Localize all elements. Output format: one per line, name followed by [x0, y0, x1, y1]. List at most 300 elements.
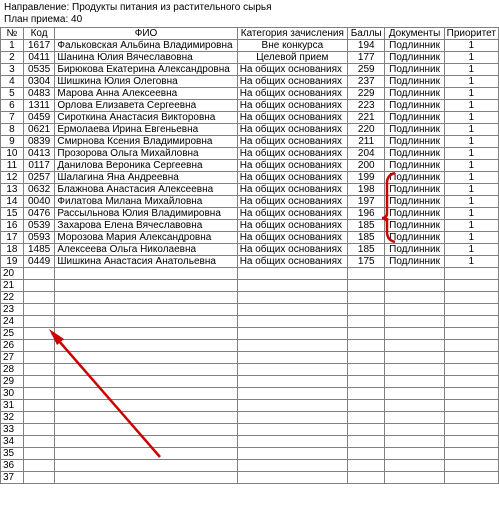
cell-code[interactable] — [23, 472, 55, 484]
cell-code[interactable] — [23, 460, 55, 472]
cell-name[interactable] — [55, 388, 237, 400]
header-code[interactable]: Код — [23, 28, 55, 40]
cell-code[interactable] — [23, 364, 55, 376]
cell-code[interactable]: 0040 — [23, 196, 55, 208]
empty-row — [1, 448, 499, 460]
empty-row — [1, 304, 499, 316]
cell-score[interactable]: 200 — [347, 160, 385, 172]
cell-name[interactable] — [55, 352, 237, 364]
cell-code[interactable] — [23, 412, 55, 424]
cell-name[interactable]: Данилова Вероника Сергеевна — [55, 160, 237, 172]
cell-priority[interactable]: 1 — [444, 88, 498, 100]
cell-name[interactable]: Смирнова Ксения Владимировна — [55, 136, 237, 148]
cell-name[interactable]: Прозорова Ольга Михайловна — [55, 148, 237, 160]
cell-score[interactable]: 220 — [347, 124, 385, 136]
table-row — [1, 184, 499, 196]
cell-documents[interactable] — [385, 460, 444, 472]
cell-num[interactable]: 20 — [1, 268, 24, 280]
cell-priority[interactable] — [444, 460, 498, 472]
cell-priority[interactable]: 1 — [444, 64, 498, 76]
cell-score[interactable] — [347, 424, 385, 436]
cell-score[interactable] — [347, 460, 385, 472]
cell-category[interactable] — [237, 340, 347, 352]
cell-code[interactable]: 1617 — [23, 40, 55, 52]
cell-category[interactable]: На общих основаниях — [237, 232, 347, 244]
cell-num[interactable]: 19 — [1, 256, 24, 268]
cell-code[interactable] — [23, 436, 55, 448]
cell-name[interactable] — [55, 376, 237, 388]
cell-category[interactable]: На общих основаниях — [237, 196, 347, 208]
cell-code[interactable]: 0632 — [23, 184, 55, 196]
table-row — [1, 40, 499, 52]
cell-name[interactable] — [55, 316, 237, 328]
cell-name[interactable] — [55, 460, 237, 472]
cell-documents[interactable] — [385, 388, 444, 400]
cell-name[interactable]: Шишкина Юлия Олеговна — [55, 76, 237, 88]
cell-num[interactable]: 5 — [1, 88, 24, 100]
cell-priority[interactable] — [444, 280, 498, 292]
cell-code[interactable]: 0539 — [23, 220, 55, 232]
cell-priority[interactable] — [444, 316, 498, 328]
cell-score[interactable]: 177 — [347, 52, 385, 64]
cell-category[interactable] — [237, 316, 347, 328]
cell-category[interactable] — [237, 436, 347, 448]
cell-score[interactable]: 204 — [347, 148, 385, 160]
cell-code[interactable]: 0411 — [23, 52, 55, 64]
cell-priority[interactable] — [444, 340, 498, 352]
cell-documents[interactable]: Подлинник — [385, 148, 444, 160]
cell-documents[interactable]: Подлинник — [385, 64, 444, 76]
cell-priority[interactable]: 1 — [444, 172, 498, 184]
cell-documents[interactable] — [385, 316, 444, 328]
cell-num[interactable]: 12 — [1, 172, 24, 184]
cell-name[interactable]: Шишкина Анастасия Анатольевна — [55, 256, 237, 268]
cell-num[interactable]: 24 — [1, 316, 24, 328]
table-row — [1, 52, 499, 64]
table-row — [1, 112, 499, 124]
cell-name[interactable]: Филатова Милана Михайловна — [55, 196, 237, 208]
cell-priority[interactable] — [444, 292, 498, 304]
empty-row — [1, 424, 499, 436]
cell-name[interactable]: Бирюкова Екатерина Александровна — [55, 64, 237, 76]
empty-row — [1, 412, 499, 424]
cell-num[interactable]: 10 — [1, 148, 24, 160]
cell-priority[interactable]: 1 — [444, 232, 498, 244]
cell-documents[interactable] — [385, 364, 444, 376]
cell-priority[interactable] — [444, 304, 498, 316]
cell-category[interactable] — [237, 268, 347, 280]
cell-score[interactable] — [347, 472, 385, 484]
cell-code[interactable] — [23, 304, 55, 316]
table-row — [1, 232, 499, 244]
empty-row — [1, 328, 499, 340]
cell-score[interactable] — [347, 340, 385, 352]
cell-score[interactable] — [347, 316, 385, 328]
cell-num[interactable]: 16 — [1, 220, 24, 232]
cell-num[interactable]: 17 — [1, 232, 24, 244]
cell-code[interactable] — [23, 316, 55, 328]
table-row — [1, 136, 499, 148]
empty-row — [1, 340, 499, 352]
cell-score[interactable] — [347, 400, 385, 412]
cell-category[interactable] — [237, 280, 347, 292]
cell-category[interactable]: На общих основаниях — [237, 172, 347, 184]
cell-documents[interactable] — [385, 328, 444, 340]
plan-text: План приема: 40 — [4, 14, 83, 25]
cell-num[interactable]: 32 — [1, 412, 24, 424]
cell-code[interactable]: 0839 — [23, 136, 55, 148]
empty-row — [1, 364, 499, 376]
cell-name[interactable] — [55, 412, 237, 424]
empty-row — [1, 376, 499, 388]
header-num[interactable]: № — [1, 28, 24, 40]
cell-name[interactable] — [55, 364, 237, 376]
cell-category[interactable] — [237, 376, 347, 388]
cell-name[interactable] — [55, 292, 237, 304]
cell-name[interactable]: Блажнова Анастасия Алексеевна — [55, 184, 237, 196]
cell-score[interactable]: 198 — [347, 184, 385, 196]
cell-documents[interactable]: Подлинник — [385, 88, 444, 100]
cell-name[interactable]: Морозова Мария Александровна — [55, 232, 237, 244]
cell-category[interactable]: На общих основаниях — [237, 256, 347, 268]
cell-num[interactable]: 3 — [1, 64, 24, 76]
cell-num[interactable]: 25 — [1, 328, 24, 340]
cell-category[interactable]: На общих основаниях — [237, 148, 347, 160]
cell-num[interactable]: 23 — [1, 304, 24, 316]
cell-category[interactable]: На общих основаниях — [237, 136, 347, 148]
cell-priority[interactable]: 1 — [444, 184, 498, 196]
cell-priority[interactable]: 1 — [444, 148, 498, 160]
cell-score[interactable]: 175 — [347, 256, 385, 268]
cell-documents[interactable]: Подлинник — [385, 220, 444, 232]
cell-priority[interactable] — [444, 352, 498, 364]
cell-score[interactable] — [347, 364, 385, 376]
empty-row — [1, 292, 499, 304]
cell-documents[interactable] — [385, 340, 444, 352]
empty-row — [1, 400, 499, 412]
direction-text: Направление: Продукты питания из растительного сырья — [4, 2, 272, 13]
cell-documents[interactable] — [385, 268, 444, 280]
cell-code[interactable] — [23, 280, 55, 292]
cell-category[interactable]: На общих основаниях — [237, 100, 347, 112]
cell-num[interactable]: 34 — [1, 436, 24, 448]
cell-score[interactable] — [347, 292, 385, 304]
cell-code[interactable]: 0449 — [23, 256, 55, 268]
table-row — [1, 220, 499, 232]
cell-priority[interactable]: 1 — [444, 136, 498, 148]
cell-priority[interactable] — [444, 268, 498, 280]
cell-code[interactable] — [23, 328, 55, 340]
cell-num[interactable]: 29 — [1, 376, 24, 388]
header-priority[interactable]: Приоритет — [444, 28, 498, 40]
cell-priority[interactable]: 1 — [444, 76, 498, 88]
cell-num[interactable]: 33 — [1, 424, 24, 436]
cell-num[interactable]: 36 — [1, 460, 24, 472]
cell-name[interactable]: Шалагина Яна Андреевна — [55, 172, 237, 184]
cell-code[interactable]: 0535 — [23, 64, 55, 76]
empty-row — [1, 472, 499, 484]
header-score[interactable]: Баллы — [347, 28, 385, 40]
cell-num[interactable]: 1 — [1, 40, 24, 52]
cell-documents[interactable]: Подлинник — [385, 196, 444, 208]
cell-num[interactable]: 26 — [1, 340, 24, 352]
cell-score[interactable] — [347, 304, 385, 316]
cell-score[interactable]: 229 — [347, 88, 385, 100]
table-row — [1, 256, 499, 268]
cell-num[interactable]: 14 — [1, 196, 24, 208]
cell-num[interactable]: 11 — [1, 160, 24, 172]
cell-code[interactable] — [23, 400, 55, 412]
cell-name[interactable]: Захарова Елена Вячеславовна — [55, 220, 237, 232]
cell-documents[interactable]: Подлинник — [385, 232, 444, 244]
cell-code[interactable]: 0459 — [23, 112, 55, 124]
applicants-table — [0, 27, 499, 484]
cell-name[interactable]: Марова Анна Алексеевна — [55, 88, 237, 100]
cell-priority[interactable] — [444, 436, 498, 448]
cell-code[interactable] — [23, 292, 55, 304]
cell-num[interactable]: 22 — [1, 292, 24, 304]
cell-code[interactable] — [23, 424, 55, 436]
cell-score[interactable] — [347, 448, 385, 460]
cell-code[interactable]: 1485 — [23, 244, 55, 256]
cell-code[interactable]: 0257 — [23, 172, 55, 184]
cell-documents[interactable] — [385, 436, 444, 448]
cell-category[interactable] — [237, 460, 347, 472]
cell-priority[interactable] — [444, 388, 498, 400]
cell-name[interactable]: Фальковская Альбина Владимировна — [55, 40, 237, 52]
cell-documents[interactable]: Подлинник — [385, 256, 444, 268]
table-row — [1, 244, 499, 256]
cell-priority[interactable] — [444, 376, 498, 388]
cell-category[interactable] — [237, 424, 347, 436]
cell-num[interactable]: 30 — [1, 388, 24, 400]
cell-priority[interactable] — [444, 424, 498, 436]
cell-code[interactable] — [23, 352, 55, 364]
cell-code[interactable]: 0483 — [23, 88, 55, 100]
cell-category[interactable]: На общих основаниях — [237, 244, 347, 256]
cell-documents[interactable]: Подлинник — [385, 124, 444, 136]
cell-score[interactable]: 211 — [347, 136, 385, 148]
cell-documents[interactable]: Подлинник — [385, 172, 444, 184]
cell-category[interactable] — [237, 328, 347, 340]
cell-category[interactable]: На общих основаниях — [237, 112, 347, 124]
cell-score[interactable] — [347, 436, 385, 448]
cell-documents[interactable] — [385, 400, 444, 412]
cell-code[interactable]: 0117 — [23, 160, 55, 172]
header-category[interactable]: Категория зачисления — [237, 28, 347, 40]
cell-code[interactable] — [23, 388, 55, 400]
cell-code[interactable]: 0476 — [23, 208, 55, 220]
cell-name[interactable] — [55, 340, 237, 352]
cell-score[interactable]: 259 — [347, 64, 385, 76]
cell-score[interactable]: 185 — [347, 232, 385, 244]
cell-code[interactable] — [23, 448, 55, 460]
cell-documents[interactable]: Подлинник — [385, 52, 444, 64]
cell-num[interactable]: 2 — [1, 52, 24, 64]
cell-num[interactable]: 7 — [1, 112, 24, 124]
cell-name[interactable]: Сироткина Анастасия Викторовна — [55, 112, 237, 124]
table-row — [1, 196, 499, 208]
cell-documents[interactable] — [385, 424, 444, 436]
cell-num[interactable]: 15 — [1, 208, 24, 220]
cell-code[interactable]: 0413 — [23, 148, 55, 160]
cell-documents[interactable]: Подлинник — [385, 76, 444, 88]
cell-category[interactable] — [237, 412, 347, 424]
cell-documents[interactable]: Подлинник — [385, 136, 444, 148]
cell-num[interactable]: 18 — [1, 244, 24, 256]
cell-category[interactable] — [237, 364, 347, 376]
cell-name[interactable] — [55, 268, 237, 280]
cell-score[interactable] — [347, 268, 385, 280]
cell-category[interactable]: На общих основаниях — [237, 184, 347, 196]
cell-category[interactable] — [237, 292, 347, 304]
cell-score[interactable] — [347, 328, 385, 340]
cell-name[interactable] — [55, 280, 237, 292]
cell-num[interactable]: 8 — [1, 124, 24, 136]
cell-name[interactable]: Ермолаева Ирина Евгеньевна — [55, 124, 237, 136]
cell-priority[interactable]: 1 — [444, 244, 498, 256]
table-row — [1, 160, 499, 172]
cell-num[interactable]: 37 — [1, 472, 24, 484]
cell-score[interactable]: 199 — [347, 172, 385, 184]
cell-code[interactable]: 1311 — [23, 100, 55, 112]
cell-name[interactable]: Шанина Юлия Вячеславовна — [55, 52, 237, 64]
empty-row — [1, 388, 499, 400]
cell-documents[interactable] — [385, 472, 444, 484]
empty-row — [1, 268, 499, 280]
cell-code[interactable]: 0593 — [23, 232, 55, 244]
cell-priority[interactable]: 1 — [444, 112, 498, 124]
header-name[interactable]: ФИО — [55, 28, 237, 40]
cell-category[interactable]: Вне конкурса — [237, 40, 347, 52]
cell-category[interactable]: На общих основаниях — [237, 124, 347, 136]
cell-documents[interactable] — [385, 412, 444, 424]
cell-category[interactable]: На общих основаниях — [237, 208, 347, 220]
cell-priority[interactable] — [444, 472, 498, 484]
cell-name[interactable]: Орлова Елизавета Сергеевна — [55, 100, 237, 112]
cell-category[interactable]: На общих основаниях — [237, 64, 347, 76]
cell-priority[interactable]: 1 — [444, 124, 498, 136]
cell-priority[interactable]: 1 — [444, 52, 498, 64]
empty-row — [1, 436, 499, 448]
cell-documents[interactable] — [385, 304, 444, 316]
cell-category[interactable]: На общих основаниях — [237, 76, 347, 88]
cell-num[interactable]: 27 — [1, 352, 24, 364]
cell-priority[interactable] — [444, 328, 498, 340]
cell-score[interactable]: 197 — [347, 196, 385, 208]
cell-score[interactable]: 196 — [347, 208, 385, 220]
cell-documents[interactable]: Подлинник — [385, 184, 444, 196]
cell-documents[interactable] — [385, 352, 444, 364]
cell-name[interactable]: Рассыльнова Юлия Владимировна — [55, 208, 237, 220]
cell-score[interactable]: 185 — [347, 244, 385, 256]
cell-priority[interactable]: 1 — [444, 40, 498, 52]
cell-score[interactable] — [347, 412, 385, 424]
cell-score[interactable]: 221 — [347, 112, 385, 124]
cell-name[interactable] — [55, 436, 237, 448]
cell-priority[interactable] — [444, 400, 498, 412]
cell-num[interactable]: 21 — [1, 280, 24, 292]
cell-documents[interactable] — [385, 448, 444, 460]
cell-documents[interactable] — [385, 280, 444, 292]
cell-code[interactable]: 0621 — [23, 124, 55, 136]
cell-category[interactable] — [237, 304, 347, 316]
table-row — [1, 100, 499, 112]
cell-num[interactable]: 6 — [1, 100, 24, 112]
cell-code[interactable]: 0304 — [23, 76, 55, 88]
cell-category[interactable]: На общих основаниях — [237, 220, 347, 232]
cell-documents[interactable] — [385, 292, 444, 304]
cell-documents[interactable]: Подлинник — [385, 160, 444, 172]
cell-num[interactable]: 9 — [1, 136, 24, 148]
cell-category[interactable] — [237, 388, 347, 400]
cell-priority[interactable] — [444, 364, 498, 376]
cell-num[interactable]: 35 — [1, 448, 24, 460]
cell-priority[interactable]: 1 — [444, 100, 498, 112]
cell-documents[interactable]: Подлинник — [385, 40, 444, 52]
cell-num[interactable]: 28 — [1, 364, 24, 376]
cell-priority[interactable]: 1 — [444, 220, 498, 232]
cell-documents[interactable] — [385, 376, 444, 388]
cell-priority[interactable]: 1 — [444, 160, 498, 172]
cell-score[interactable] — [347, 388, 385, 400]
header-documents[interactable]: Документы — [385, 28, 444, 40]
cell-category[interactable]: На общих основаниях — [237, 160, 347, 172]
cell-num[interactable]: 31 — [1, 400, 24, 412]
cell-priority[interactable]: 1 — [444, 196, 498, 208]
cell-category[interactable] — [237, 400, 347, 412]
cell-category[interactable] — [237, 352, 347, 364]
cell-score[interactable]: 185 — [347, 220, 385, 232]
cell-code[interactable] — [23, 268, 55, 280]
cell-code[interactable] — [23, 376, 55, 388]
empty-row — [1, 460, 499, 472]
cell-score[interactable]: 194 — [347, 40, 385, 52]
cell-score[interactable] — [347, 376, 385, 388]
cell-category[interactable] — [237, 472, 347, 484]
cell-priority[interactable]: 1 — [444, 208, 498, 220]
cell-name[interactable] — [55, 304, 237, 316]
table-row — [1, 64, 499, 76]
cell-name[interactable] — [55, 472, 237, 484]
cell-score[interactable]: 223 — [347, 100, 385, 112]
cell-score[interactable] — [347, 280, 385, 292]
cell-name[interactable] — [55, 328, 237, 340]
cell-name[interactable] — [55, 400, 237, 412]
cell-documents[interactable]: Подлинник — [385, 208, 444, 220]
cell-name[interactable] — [55, 448, 237, 460]
cell-num[interactable]: 4 — [1, 76, 24, 88]
cell-documents[interactable]: Подлинник — [385, 100, 444, 112]
cell-name[interactable] — [55, 424, 237, 436]
cell-category[interactable] — [237, 448, 347, 460]
cell-priority[interactable] — [444, 448, 498, 460]
empty-row — [1, 316, 499, 328]
cell-documents[interactable]: Подлинник — [385, 244, 444, 256]
cell-category[interactable]: Целевой прием — [237, 52, 347, 64]
cell-priority[interactable]: 1 — [444, 256, 498, 268]
empty-row — [1, 280, 499, 292]
cell-num[interactable]: 13 — [1, 184, 24, 196]
cell-documents[interactable]: Подлинник — [385, 112, 444, 124]
cell-name[interactable]: Алексеева Ольга Николаевна — [55, 244, 237, 256]
cell-category[interactable]: На общих основаниях — [237, 88, 347, 100]
cell-priority[interactable] — [444, 412, 498, 424]
table-row — [1, 148, 499, 160]
cell-code[interactable] — [23, 340, 55, 352]
cell-score[interactable]: 237 — [347, 76, 385, 88]
cell-score[interactable] — [347, 352, 385, 364]
